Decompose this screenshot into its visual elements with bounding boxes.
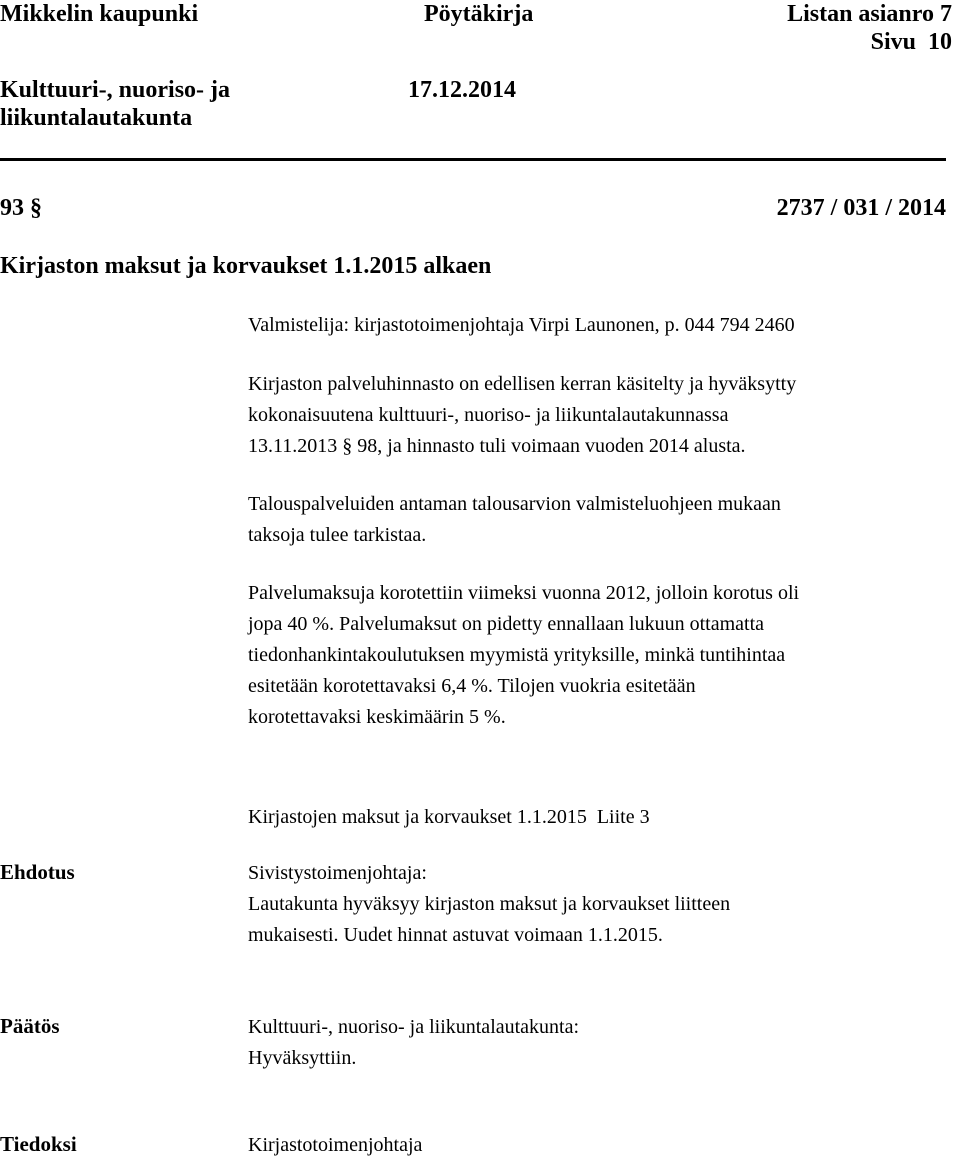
- meeting-date: 17.12.2014: [408, 77, 516, 103]
- page-number: Sivu 10: [870, 29, 952, 55]
- document-type: Pöytäkirja: [424, 1, 534, 27]
- proposal-text: [248, 858, 953, 951]
- decision-line: Kulttuuri-, nuoriso- ja liikuntalautakunta:: [248, 1016, 580, 1038]
- proposal-line: Sivistystoimenjohtaja:: [248, 862, 427, 884]
- diary-number: 2737 / 031 / 2014: [776, 195, 946, 221]
- paragraph-line: jopa 40 %. Palvelumaksut on pidetty ennallaan lukuun ottamatta: [248, 613, 764, 635]
- board-name-line2: liikuntalautakunta: [0, 105, 193, 131]
- paragraph-line: Talouspalveluiden antaman talousarvion valmisteluohjeen mukaan: [248, 493, 781, 515]
- info-label: Tiedoksi: [0, 1132, 77, 1156]
- paragraph-line: kokonaisuutena kulttuuri-, nuoriso- ja liikuntalautakunnassa: [248, 404, 729, 426]
- paragraph-line: tiedonhankintakoulutuksen myymistä yrityksille, minkä tuntihintaa: [248, 644, 786, 666]
- info-line: Kirjastotoimenjohtaja: [248, 1134, 423, 1156]
- paragraph-line: Palvelumaksuja korotettiin viimeksi vuonna 2012, jolloin korotus oli: [248, 582, 800, 604]
- proposal-line: Lautakunta hyväksyy kirjaston maksut ja korvaukset liitteen: [248, 893, 731, 915]
- paragraph-2: [248, 489, 953, 551]
- paragraph-line: taksoja tulee tarkistaa.: [248, 524, 427, 546]
- item-title: Kirjaston maksut ja korvaukset 1.1.2015 alkaen: [0, 253, 492, 279]
- paragraph-line: 13.11.2013 § 98, ja hinnasto tuli voimaan vuoden 2014 alusta.: [248, 435, 746, 457]
- proposal-line: mukaisesti. Uudet hinnat astuvat voimaan 1.1.2015.: [248, 924, 663, 946]
- attachment-text: Kirjastojen maksut ja korvaukset 1.1.2015 Liite 3: [248, 806, 650, 828]
- paragraph-line: Kirjaston palveluhinnasto on edellisen kerran käsitelty ja hyväksytty: [248, 373, 797, 395]
- decision-text: [248, 1012, 953, 1074]
- header-divider: [0, 158, 946, 161]
- preparer-line: [248, 310, 953, 341]
- decision-line: Hyväksyttiin.: [248, 1047, 357, 1069]
- info-text: [248, 1130, 953, 1161]
- paragraph-line: esitetään korotettavaksi 6,4 %. Tilojen vuokria esitetään: [248, 675, 696, 697]
- proposal-label: Ehdotus: [0, 860, 75, 884]
- board-name-line1: Kulttuuri-, nuoriso- ja: [0, 77, 231, 103]
- preparer-text: Valmistelija: kirjastotoimenjohtaja Virpi Launonen, p. 044 794 2460: [248, 314, 795, 336]
- paragraph-line: korotettavaksi keskimäärin 5 %.: [248, 706, 506, 728]
- item-number: 93 §: [0, 195, 42, 221]
- decision-label: Päätös: [0, 1014, 60, 1038]
- organization-name: Mikkelin kaupunki: [0, 1, 199, 27]
- paragraph-3: [248, 578, 953, 733]
- list-item-number: Listan asianro 7: [787, 1, 952, 27]
- paragraph-1: [248, 369, 953, 462]
- attachment-line: [248, 802, 953, 833]
